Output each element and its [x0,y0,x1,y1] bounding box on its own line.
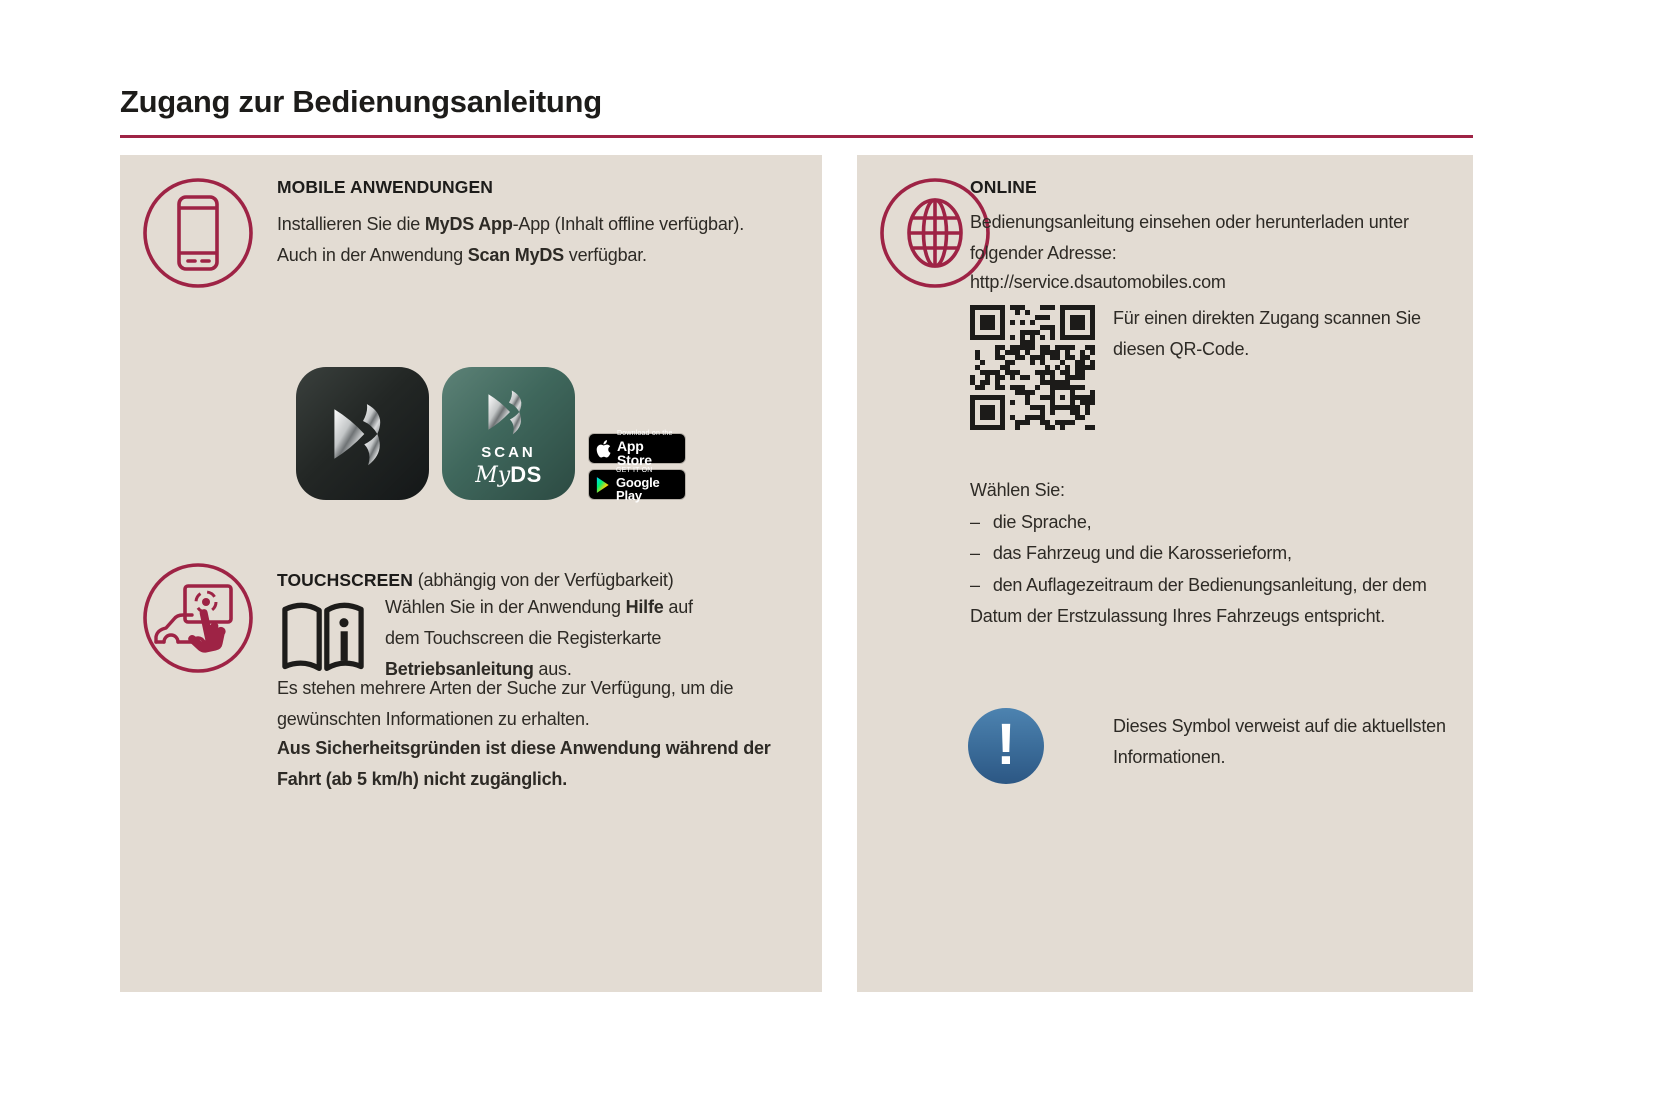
title-underline [120,135,1473,138]
appstore-badge-subtitle: Download on the [617,430,673,437]
myds-app-icon [296,367,429,500]
scan-myds-app-icon [442,367,575,500]
google-play-badge[interactable] [588,467,686,503]
myds-label: MyDS [475,462,542,488]
manual-url-link[interactable]: http://service.dsautomobiles.com [970,272,1226,292]
google-play-triangle-icon [596,477,610,493]
choice-language: – die Sprache, [970,511,1092,532]
choice-vehicle: – das Fahrzeug und die Karosserieform, [970,543,1292,563]
gplay-badge-title: Google Play [616,475,660,503]
scan-myds-text: Auch in der Anwendung Scan MyDS verfügbar. [277,245,647,265]
install-myds-text: Installieren Sie die MyDS App-App (Inhalt offline verfügbar). [277,214,745,234]
touchscreen-heading: TOUCHSCREEN (abhängig von der Verfügbarkeit) [277,570,674,590]
panel-online [857,155,1473,992]
touchscreen-help-text: Wählen Sie in der Anwendung Hilfe auf dem Touchscreen die Registerkarte Betriebsanleitung aus. [385,597,693,679]
qr-caption-text: Für einen direkten Zugang scannen Sie diesen QR-Code. [1113,308,1421,359]
appstore-badge-title: App Store [617,438,652,468]
owner-manual-book-icon [277,597,369,682]
online-intro-text: Bedienungsanleitung einsehen oder herunterladen unter folgender Adresse: [970,212,1409,263]
scan-label: SCAN [481,444,536,461]
important-info-icon [968,708,1044,784]
smartphone-icon [142,177,254,289]
qr-code [970,305,1095,430]
ds-logo-icon [324,395,402,473]
app-store-badge[interactable] [588,430,686,468]
page-title: Zugang zur Bedienungsanleitung [120,84,602,119]
search-info-text: Es stehen mehrere Arten der Suche zur Verfügung, um die gewünschten Informationen zu erhalten. [277,678,734,729]
car-touchscreen-icon [142,562,254,674]
ds-logo-icon [481,384,537,440]
online-heading: ONLINE [970,177,1037,197]
choose-label: Wählen Sie: [970,480,1065,500]
choice-edition-period: – den Auflagezeitraum der Bedienungsanleitung, der dem Datum der Erstzulassung Ihres Fahrzeugs entspricht. [970,574,1427,626]
info-symbol-text: Dieses Symbol verweist auf die aktuellsten Informationen. [1113,716,1446,767]
mobile-apps-heading: MOBILE ANWENDUNGEN [277,177,494,197]
safety-warning-text: Aus Sicherheitsgründen ist diese Anwendung während der Fahrt (ab 5 km/h) nicht zugänglich. [277,738,771,789]
exclamation-mark: ! [996,711,1016,777]
gplay-badge-subtitle: GET IT ON [616,467,653,474]
panel-mobile-touchscreen [120,155,822,992]
apple-logo-icon [596,440,611,458]
